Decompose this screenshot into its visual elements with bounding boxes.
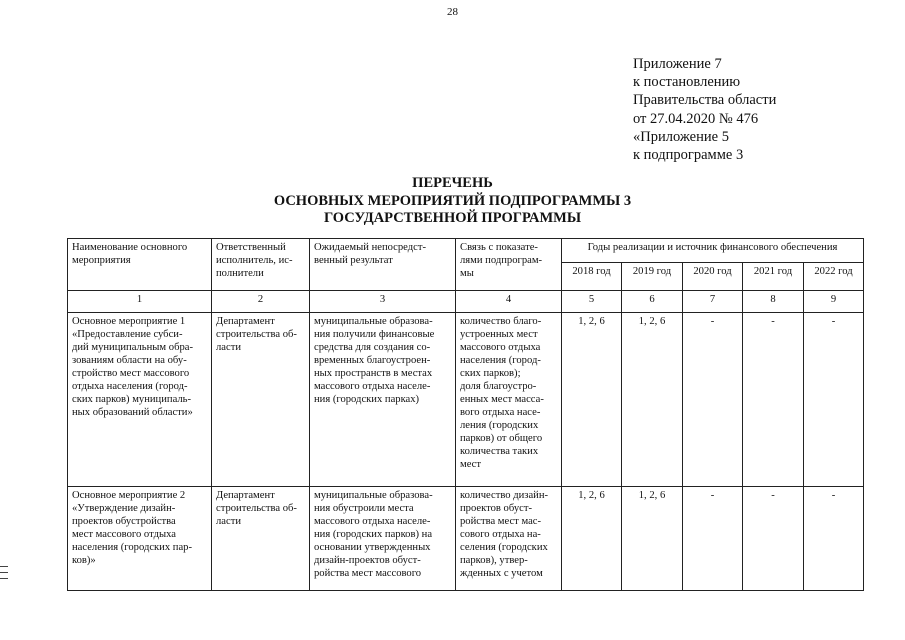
title-line: ОСНОВНЫХ МЕРОПРИЯТИЙ ПОДПРОГРАММЫ 3	[273, 192, 632, 209]
measure-year-value: 1, 2, 6	[622, 313, 683, 487]
measure-year-value: 1, 2, 6	[562, 313, 622, 487]
header-year: 2020 год	[683, 263, 743, 291]
header-responsible: Ответственный исполнитель, ис- полнители	[212, 239, 310, 291]
page-number: 28	[447, 6, 458, 18]
document-title	[0, 175, 905, 228]
margin-mark	[0, 578, 8, 579]
column-number: 6	[622, 291, 683, 313]
measure-link: количество дизайн- проектов обуст- ройства мест мас- сового отдыха на- селения (городских парков), утвер- жденных с учетом	[456, 487, 562, 591]
measure-year-value: 1, 2, 6	[622, 487, 683, 591]
measure-result: муниципальные образова- ния получили финансовые средства для создания со- временных благоустроен- ных пространств в местах массового отдыха населе- ния (городских парках)	[310, 313, 456, 487]
measure-year-value: -	[804, 313, 864, 487]
measure-year-value: 1, 2, 6	[562, 487, 622, 591]
measure-name: Основное мероприятие 2 «Утверждение дизайн- проектов обустройства мест массового отдыха населения (городских пар- ков)»	[68, 487, 212, 591]
column-number: 9	[804, 291, 864, 313]
column-number: 5	[562, 291, 622, 313]
header-link: Связь с показате- лями подпрограм- мы	[456, 239, 562, 291]
measure-year-value: -	[804, 487, 864, 591]
header-year: 2022 год	[804, 263, 864, 291]
appendix-line: к постановлению	[633, 74, 741, 91]
column-number: 3	[310, 291, 456, 313]
appendix-line: Приложение 7	[633, 56, 722, 72]
measure-result: муниципальные образова- ния обустроили места массового отдыха населе- ния (городских парков) на основании утвержденных дизайн-проектов обуст- ройства мест массового	[310, 487, 456, 591]
measure-responsible: Департамент строительства об- ласти	[212, 313, 310, 487]
appendix-line: к подпрограмме 3	[633, 147, 744, 164]
header-year: 2021 год	[743, 263, 804, 291]
margin-mark	[0, 566, 8, 567]
title-line: ГОСУДАРСТВЕННОЙ ПРОГРАММЫ	[323, 210, 582, 226]
header-year: 2018 год	[562, 263, 622, 291]
column-number: 2	[212, 291, 310, 313]
measure-responsible: Департамент строительства об- ласти	[212, 487, 310, 591]
appendix-line: «Приложение 5	[633, 128, 729, 145]
appendix-block	[633, 55, 776, 164]
measure-year-value: -	[743, 487, 804, 591]
header-years-group: Годы реализации и источник финансового обеспечения	[562, 239, 864, 263]
column-number: 4	[456, 291, 562, 313]
header-year: 2019 год	[622, 263, 683, 291]
table-row	[68, 313, 864, 487]
table-row	[68, 487, 864, 591]
measures-table	[67, 238, 864, 591]
measure-year-value: -	[683, 487, 743, 591]
header-result: Ожидаемый непосредст- венный результат	[310, 239, 456, 291]
measure-link: количество благо- устроенных мест массового отдыха населения (город- ских парков); доля благоустро- енных мест масса- вого отдыха насе- ления (городских парков) от общего количества таких мест	[456, 313, 562, 487]
column-number: 8	[743, 291, 804, 313]
measure-name: Основное мероприятие 1 «Предоставление субси- дий муниципальным обра- зованиям области на обу- стройство мест массового отдыха населения (город- ских парков) муниципаль- ных образований области»	[68, 313, 212, 487]
column-number: 7	[683, 291, 743, 313]
column-number: 1	[68, 291, 212, 313]
appendix-line: Правительства области	[633, 92, 777, 109]
header-name: Наименование основного мероприятия	[68, 239, 212, 291]
measure-year-value: -	[683, 313, 743, 487]
appendix-line: от 27.04.2020 № 476	[633, 110, 759, 127]
margin-mark	[0, 572, 8, 573]
measure-year-value: -	[743, 313, 804, 487]
title-line: ПЕРЕЧЕНЬ	[412, 175, 493, 191]
margin-marks	[0, 566, 8, 584]
